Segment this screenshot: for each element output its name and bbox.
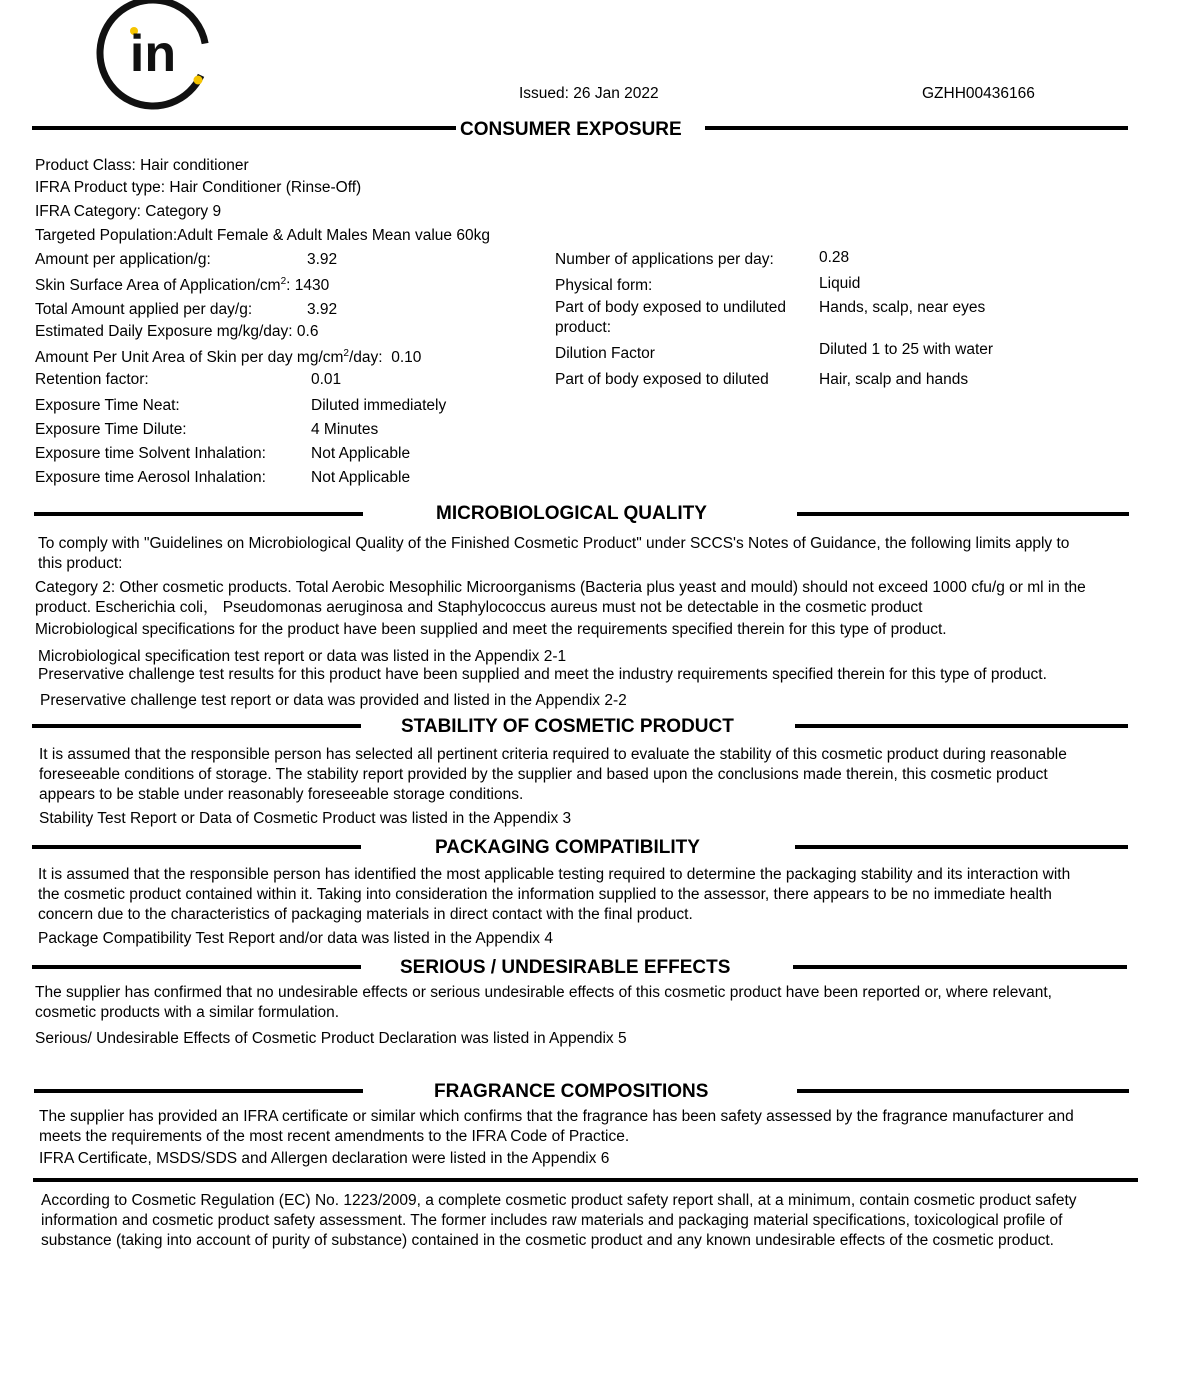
amount-label: Amount per application/g: — [35, 251, 211, 268]
divider — [34, 1089, 363, 1093]
divider — [795, 724, 1128, 728]
targeted-population: Targeted Population:Adult Female & Adult Males Mean value 60kg — [35, 227, 490, 244]
footer-paragraph: information and cosmetic product safety assessment. The former includes raw materials and packaging material specifications, toxicological profile of — [41, 1212, 1063, 1229]
stability-paragraph: Stability Test Report or Data of Cosmetic Product was listed in the Appendix 3 — [39, 810, 572, 827]
ifra-product-type: IFRA Product type: Hair Conditioner (Rinse-Off) — [35, 179, 362, 196]
svg-text:in: in — [129, 25, 177, 83]
report-number: GZHH00436166 — [922, 85, 1035, 102]
total-value: 3.92 — [307, 301, 338, 318]
divider — [34, 512, 363, 516]
fragrance-paragraph: meets the requirements of the most recent amendments to the IFRA Code of Practice. — [39, 1128, 630, 1145]
undiluted-value: Hands, scalp, near eyes — [819, 299, 986, 316]
packaging-paragraph: Package Compatibility Test Report and/or data was listed in the Appendix 4 — [38, 930, 553, 947]
unit-area: Amount Per Unit Area of Skin per day $mg/cm^2$/day: 0.10 — [35, 347, 422, 366]
dilute-label: Exposure Time Dilute: — [35, 421, 187, 438]
packaging-paragraph: the cosmetic product contained within it. Taking into consideration the information supplied to the assessor, there appears to be no immediate health — [38, 886, 1052, 903]
apps-value: 0.28 — [819, 249, 850, 266]
section-title-packaging: PACKAGING COMPATIBILITY — [435, 837, 700, 858]
divider — [32, 845, 361, 849]
neat-label: Exposure Time Neat: — [35, 397, 180, 414]
daily-exposure: Estimated Daily Exposure mg/kg/day: 0.6 — [35, 323, 319, 340]
divider — [33, 1178, 1138, 1182]
diluted-value: Hair, scalp and hands — [819, 371, 969, 388]
stability-paragraph: appears to be stable under reasonably foreseeable storage conditions. — [39, 786, 524, 803]
fragrance-paragraph: The supplier has provided an IFRA certificate or similar which confirms that the fragrance has been safety assessed by the fragrance manufacturer and — [39, 1108, 1074, 1125]
micro-paragraph: this product: — [38, 555, 123, 572]
dilute-value: 4 Minutes — [311, 421, 379, 438]
issued-date: Issued: 26 Jan 2022 — [519, 85, 659, 102]
divider — [793, 965, 1127, 969]
diluted-label: Part of body exposed to diluted — [555, 371, 769, 388]
fragrance-paragraph: IFRA Certificate, MSDS/SDS and Allergen declaration were listed in the Appendix 6 — [39, 1150, 610, 1167]
undiluted-label-1: Part of body exposed to undiluted — [555, 299, 786, 316]
stability-paragraph: It is assumed that the responsible person has selected all pertinent criteria required to evaluate the stability of this cosmetic product during reasonable — [39, 746, 1067, 763]
serious-paragraph: cosmetic products with a similar formulation. — [35, 1004, 340, 1021]
solvent-value: Not Applicable — [311, 445, 411, 462]
footer-paragraph: According to Cosmetic Regulation (EC) No. 1223/2009, a complete cosmetic product safety report shall, at a minimum, contain cosmetic product safety — [41, 1192, 1077, 1209]
divider — [795, 845, 1128, 849]
micro-paragraph: Microbiological specifications for the product have been supplied and meet the requirements specified therein for this type of product. — [35, 621, 947, 638]
company-logo — [90, 0, 220, 110]
dilution-label: Dilution Factor — [555, 345, 655, 362]
ifra-category: IFRA Category: Category 9 — [35, 203, 222, 220]
retention-label: Retention factor: — [35, 371, 149, 388]
divider — [797, 512, 1129, 516]
form-label: Physical form: — [555, 277, 653, 294]
product-class: Product Class: Hair conditioner — [35, 157, 249, 174]
aerosol-value: Not Applicable — [311, 469, 411, 486]
packaging-paragraph: concern due to the characteristics of packaging materials in direct contact with the final product. — [38, 906, 693, 923]
serious-paragraph: Serious/ Undesirable Effects of Cosmetic Product Declaration was listed in Appendix 5 — [35, 1030, 627, 1047]
amount-value: 3.92 — [307, 251, 338, 268]
solvent-label: Exposure time Solvent Inhalation: — [35, 445, 266, 462]
dilution-value: Diluted 1 to 25 with water — [819, 341, 994, 358]
micro-paragraph: To comply with "Guidelines on Microbiological Quality of the Finished Cosmetic Product" under SCCS's Notes of Guidance, the following limits apply to — [38, 535, 1070, 552]
section-title-stability: STABILITY OF COSMETIC PRODUCT — [401, 716, 734, 737]
retention-value: 0.01 — [311, 371, 342, 388]
section-title-microbiological: MICROBIOLOGICAL QUALITY — [436, 503, 707, 524]
micro-paragraph: product. Escherichia coli， Pseudomonas aeruginosa and Staphylococcus aureus must not be detectable in the cosmetic product — [35, 599, 923, 616]
neat-value: Diluted immediately — [311, 397, 447, 414]
section-title-consumer-exposure: CONSUMER EXPOSURE — [460, 119, 682, 140]
serious-paragraph: The supplier has confirmed that no undesirable effects or serious undesirable effects of this cosmetic product have been reported or, where relevant, — [35, 984, 1052, 1001]
micro-paragraph: Preservative challenge test results for this product have been supplied and meet the industry requirements specified therein for this type of product. — [38, 666, 1047, 683]
micro-paragraph: Category 2: Other cosmetic products. Total Aerobic Mesophilic Microorganisms (Bacteria plus yeast and mould) should not exceed 1000 cfu/g or ml in the — [35, 579, 1086, 596]
micro-paragraph: Microbiological specification test report or data was listed in the Appendix 2-1 — [38, 648, 567, 665]
packaging-paragraph: It is assumed that the responsible person has identified the most applicable testing required to determine the packaging stability and its interaction with — [38, 866, 1071, 883]
footer-paragraph: substance (taking into account of purity of substance) contained in the cosmetic product and any known undesirable effects of the cosmetic product. — [41, 1232, 1054, 1249]
form-value: Liquid — [819, 275, 861, 292]
skin-area: Skin Surface Area of Application/$cm^2$: 1430 — [35, 275, 330, 294]
divider — [32, 724, 361, 728]
apps-label: Number of applications per day: — [555, 251, 774, 268]
divider — [797, 1089, 1129, 1093]
total-label: Total Amount applied per day/g: — [35, 301, 253, 318]
section-title-fragrance: FRAGRANCE COMPOSITIONS — [434, 1081, 709, 1102]
micro-paragraph: Preservative challenge test report or data was provided and listed in the Appendix 2-2 — [40, 692, 627, 709]
divider — [32, 126, 456, 130]
section-title-serious: SERIOUS / UNDESIRABLE EFFECTS — [400, 957, 731, 978]
divider — [32, 965, 361, 969]
stability-paragraph: foreseeable conditions of storage. The stability report provided by the supplier and based upon the conclusions made therein, this cosmetic product — [39, 766, 1048, 783]
undiluted-label-2: product: — [555, 319, 612, 336]
divider — [705, 126, 1128, 130]
aerosol-label: Exposure time Aerosol Inhalation: — [35, 469, 266, 486]
